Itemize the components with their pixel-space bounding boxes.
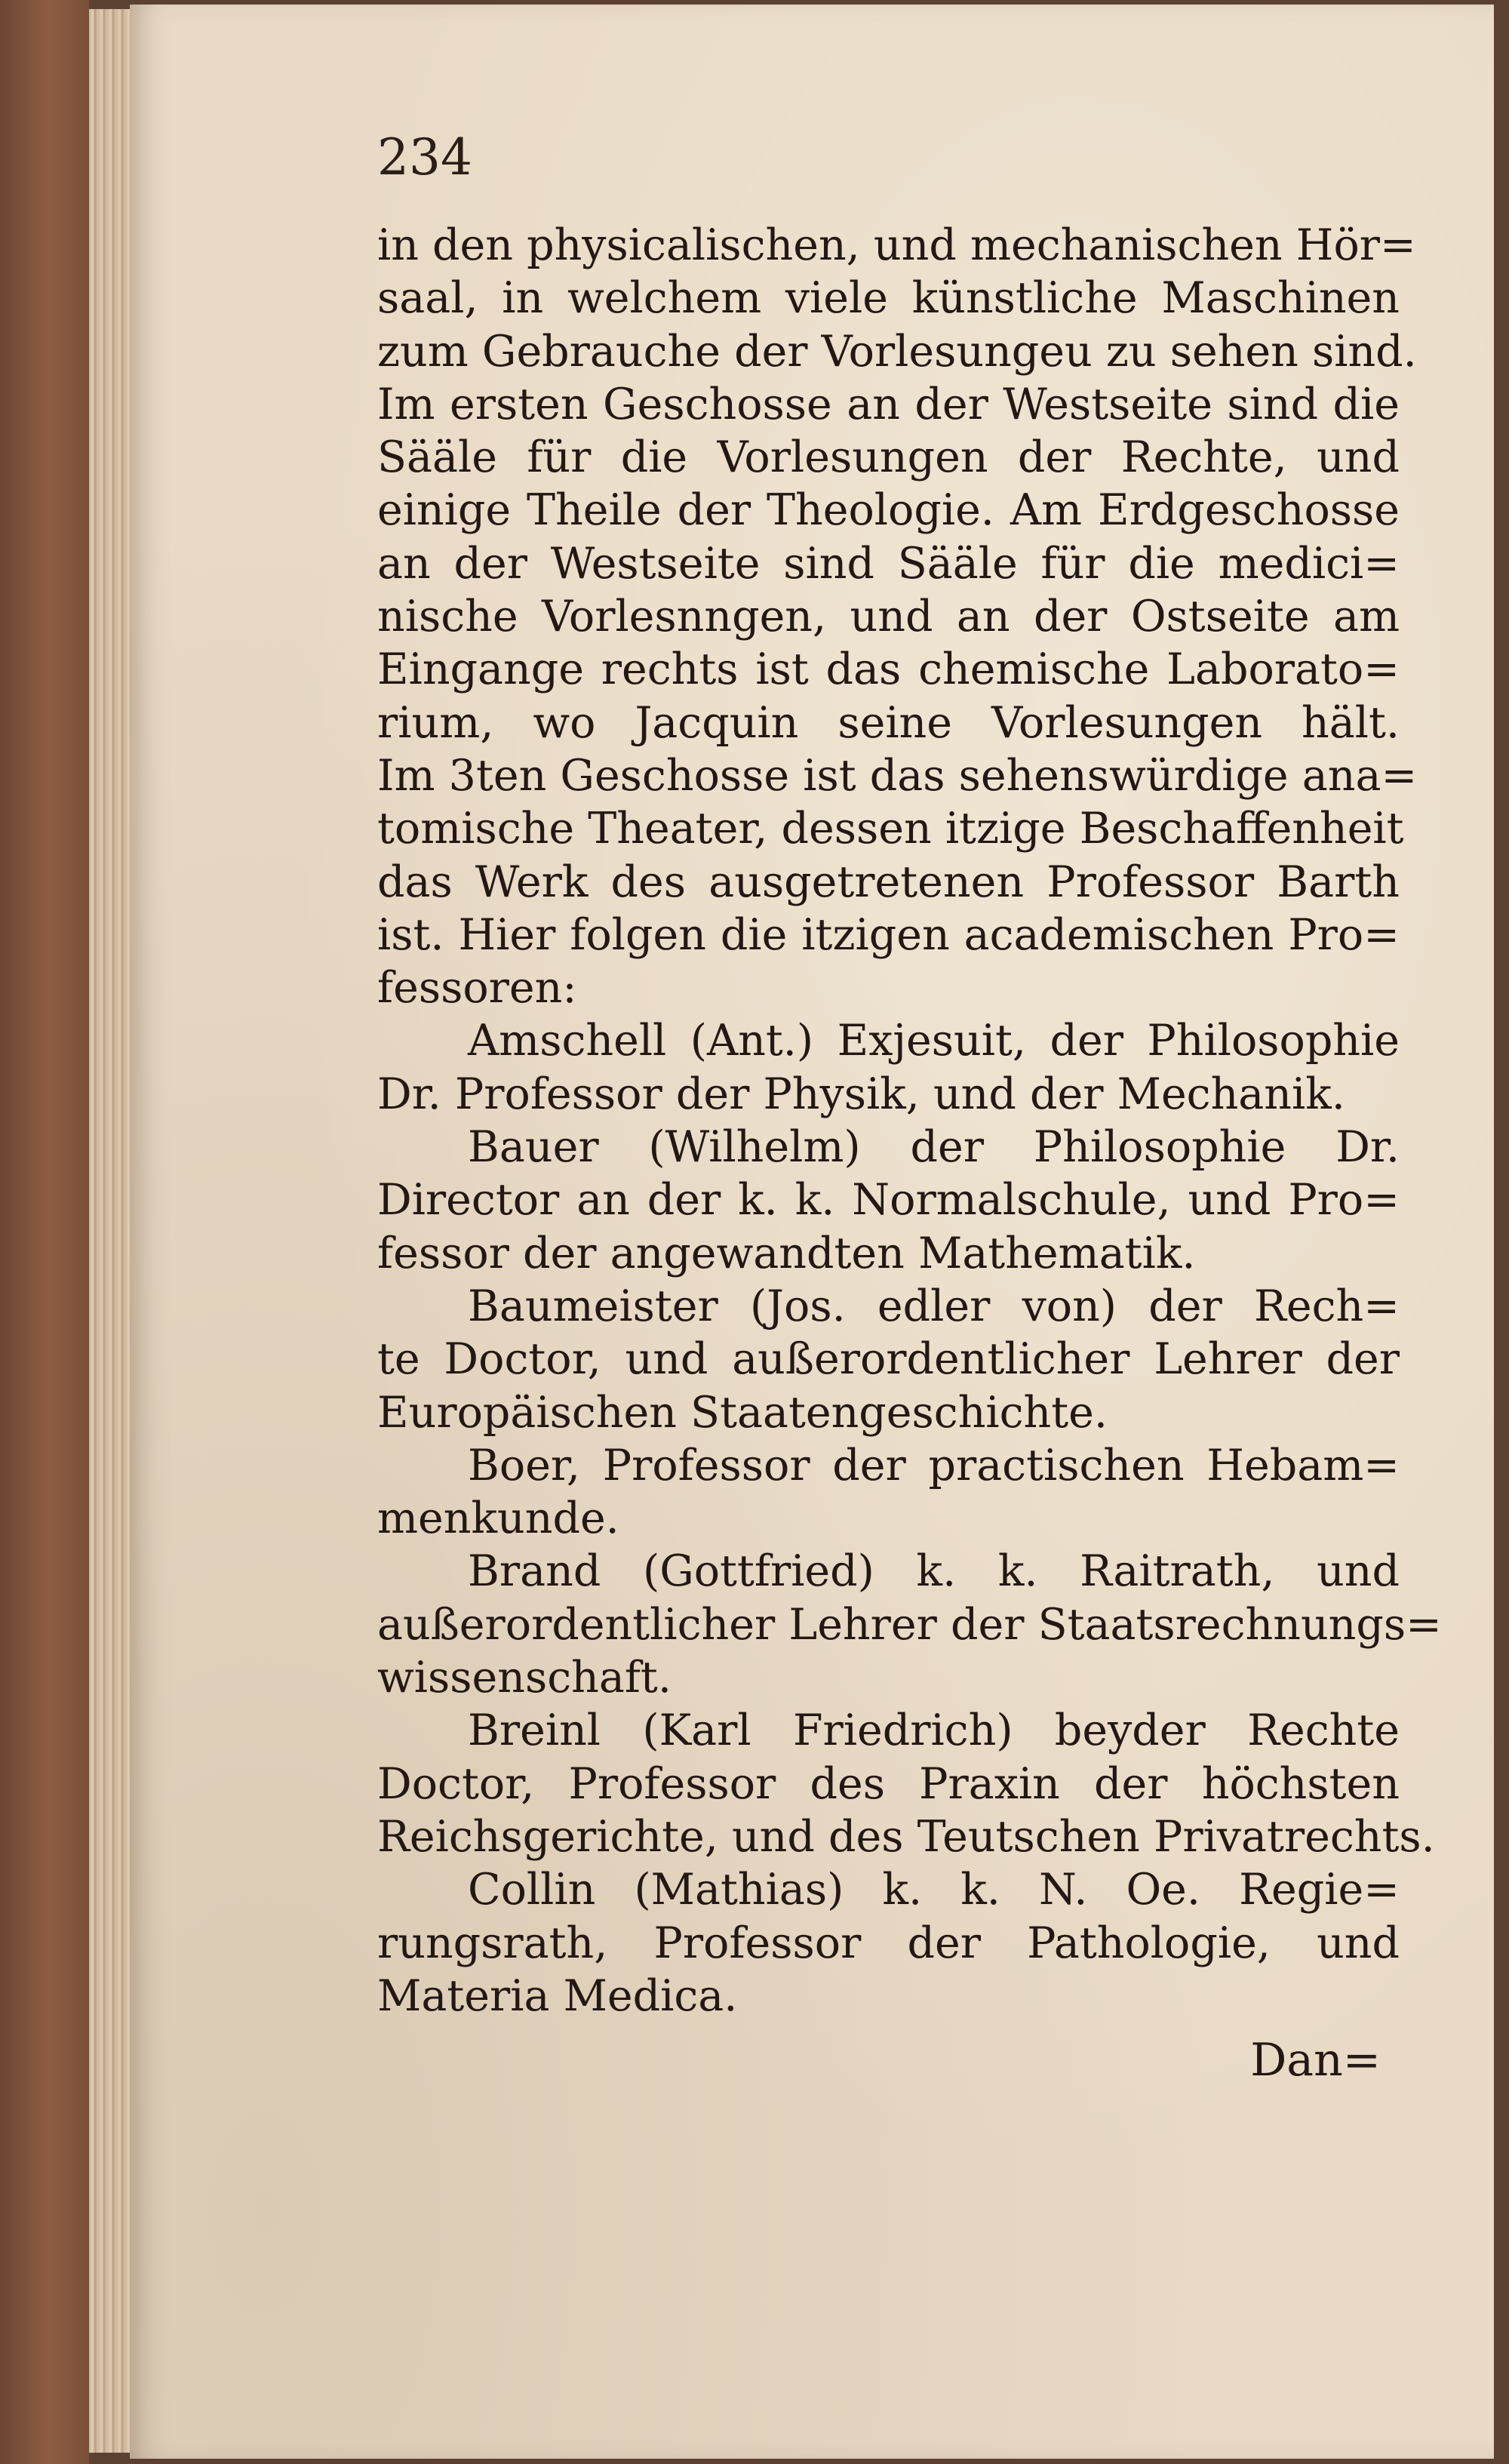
catchword: Dan= xyxy=(1250,2034,1381,2087)
text-line: tomische Theater, dessen itzige Beschaffenheit xyxy=(377,804,1404,854)
text-line: te Doctor, und außerordentlicher Lehrer der xyxy=(377,1334,1400,1385)
text-line: in den physicalischen, und mechanischen Hör= xyxy=(377,220,1416,270)
entry-collin: Collin (Mathias) k. k. N. Oe. Regie= xyxy=(468,1865,1400,1915)
text-line: Dr. Professor der Physik, und der Mechanik. xyxy=(377,1069,1345,1119)
text-line: das Werk des ausgetretenen Professor Barth xyxy=(377,857,1400,907)
page-number: 234 xyxy=(377,128,472,186)
text-line: menkunde. xyxy=(377,1493,619,1544)
book-cover-edge xyxy=(0,0,89,2464)
body-text xyxy=(377,219,1442,2023)
text-line: Doctor, Professor des Praxin der höchsten xyxy=(377,1758,1400,1809)
text-line: rium, wo Jacquin seine Vorlesungen hält. xyxy=(377,697,1400,748)
text-line: saal, in welchem viele künstliche Maschinen xyxy=(377,273,1400,324)
text-line: rungsrath, Professor der Pathologie, und xyxy=(377,1918,1400,1968)
entry-baumeister: Baumeister (Jos. edler von) der Rech= xyxy=(468,1281,1400,1331)
text-line: außerordentlicher Lehrer der Staatsrechnungs= xyxy=(377,1599,1442,1650)
text-line: fessoren: xyxy=(377,963,577,1014)
entry-breinl: Breinl (Karl Friedrich) beyder Rechte xyxy=(468,1706,1400,1756)
text-line: ist. Hier folgen die itzigen academischen Pro= xyxy=(377,909,1400,960)
text-line: einige Theile der Theologie. Am Erdgeschosse xyxy=(377,485,1400,536)
text-line: an der Westseite sind Sääle für die medici= xyxy=(377,538,1400,589)
entry-boer: Boer, Professor der practischen Hebam= xyxy=(468,1440,1400,1490)
entry-bauer: Bauer (Wilhelm) der Philosophie Dr. xyxy=(468,1122,1400,1173)
text-line: Materia Medica. xyxy=(377,1970,738,2021)
text-line: fessor der angewandten Mathematik. xyxy=(377,1228,1196,1278)
text-line: nische Vorlesnngen, und an der Ostseite am xyxy=(377,592,1400,642)
text-line: Director an der k. k. Normalschule, und Pro= xyxy=(377,1175,1400,1226)
text-line: Eingange rechts ist das chemische Laborato= xyxy=(377,644,1400,695)
page-stack-edges xyxy=(89,9,136,2453)
text-line: Im ersten Geschosse an der Westseite sind die xyxy=(377,379,1400,429)
text-line: Reichsgerichte, und des Teutschen Privatrechts. xyxy=(377,1811,1435,1862)
text-line: zum Gebrauche der Vorlesungeu zu sehen sind. xyxy=(377,326,1417,377)
text-line: wissenschaft. xyxy=(377,1653,672,1703)
entry-brand: Brand (Gottfried) k. k. Raitrath, und xyxy=(468,1546,1400,1597)
text-line: Europäischen Staatengeschichte. xyxy=(377,1387,1108,1438)
text-line: Im 3ten Geschosse ist das sehenswürdige ana= xyxy=(377,750,1418,801)
text-line: Sääle für die Vorlesungen der Rechte, und xyxy=(377,432,1400,483)
entry-amschell: Amschell (Ant.) Exjesuit, der Philosophie xyxy=(468,1016,1400,1066)
